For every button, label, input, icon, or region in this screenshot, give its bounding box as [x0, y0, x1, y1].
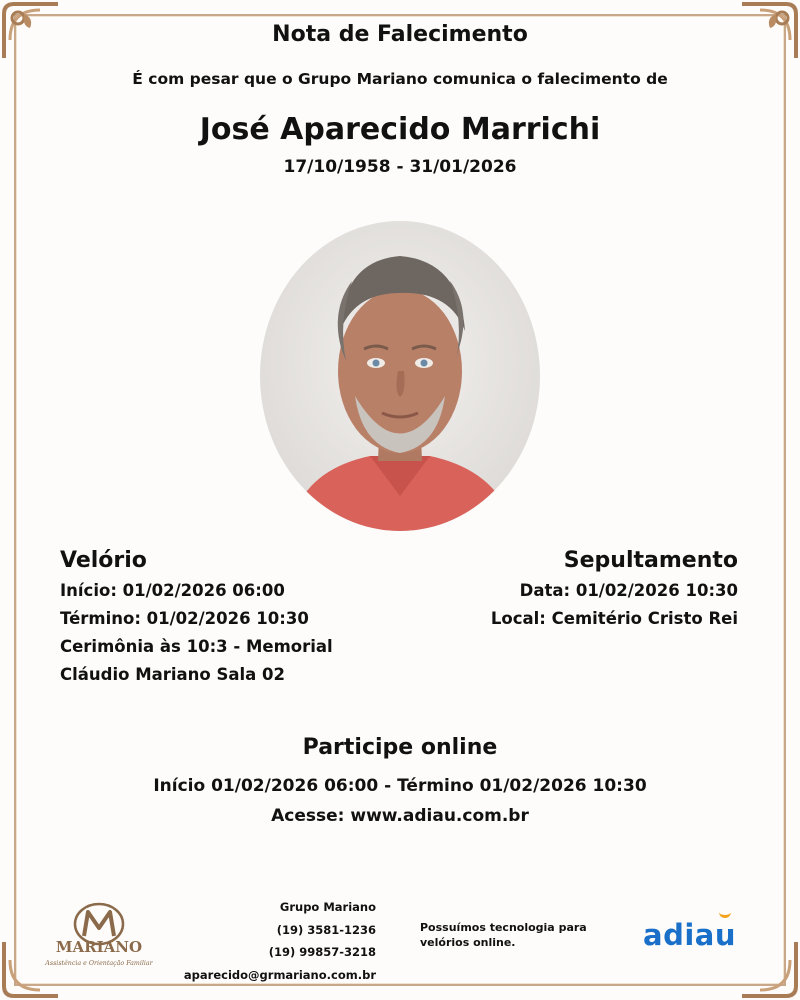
phone-1[interactable]: (19) 3581-1236: [276, 922, 376, 937]
page-title: Nota de Falecimento: [272, 22, 528, 47]
adiau-logo-u: u: [715, 918, 736, 952]
velorio-cerimonia: Cerimônia às 10:3 - Memorial: [60, 637, 333, 656]
sepultamento-data: Data: 01/02/2026 10:30: [519, 581, 738, 600]
person-portrait: [260, 221, 540, 531]
phone-2[interactable]: (19) 99857-3218: [268, 945, 376, 959]
life-dates: 17/10/1958 - 31/01/2026: [283, 157, 517, 177]
online-site-link[interactable]: Acesse: www.adiau.com.br: [271, 806, 529, 826]
velorio-termino: Término: 01/02/2026 10:30: [60, 609, 309, 628]
deceased-name: José Aparecido Marrichi: [199, 112, 601, 147]
sepultamento-heading: Sepultamento: [563, 548, 738, 573]
adiau-logo-text: adia: [643, 918, 715, 952]
mariano-logo: [44, 902, 154, 972]
sepultamento-local: Local: Cemitério Cristo Rei: [490, 609, 738, 628]
intro-text: É com pesar que o Grupo Mariano comunica o falecimento de: [132, 70, 668, 88]
online-heading: Participe online: [302, 735, 498, 760]
logo-text: MARIANO: [55, 938, 143, 956]
tech-note: Possuímos tecnologia para velórios online.: [420, 921, 587, 949]
sepultamento-section: [418, 548, 738, 633]
online-period: Início 01/02/2026 06:00 - Término 01/02/2026 10:30: [153, 776, 647, 796]
logo-tagline: Assistência e Orientação Familiar: [45, 960, 153, 967]
adiau-logo: [643, 918, 736, 952]
contact-block: [184, 896, 376, 986]
velorio-heading: Velório: [60, 548, 147, 573]
email-link[interactable]: aparecido@grmariano.com.br: [183, 967, 376, 982]
velorio-cerimonia-local: Cláudio Mariano Sala 02: [60, 665, 286, 684]
ornament-corner-icon: [738, 938, 800, 1000]
velorio-inicio: Início: 01/02/2026 06:00: [60, 581, 285, 600]
velorio-section: [60, 548, 380, 689]
company-name: Grupo Mariano: [279, 900, 376, 914]
